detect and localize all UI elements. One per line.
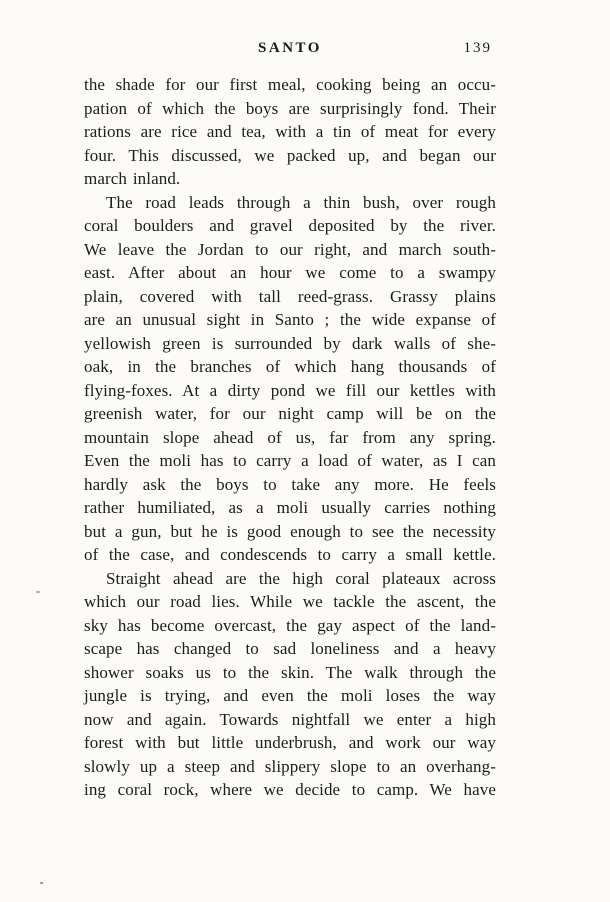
- text-line: pation of which the boys are surprisingly fond. Their: [84, 98, 496, 118]
- text-line: now and again. Towards nightfall we enter a high: [84, 709, 496, 729]
- text-line: but a gun, but he is good enough to see the necessity: [84, 521, 496, 541]
- text-line: hardly ask the boys to take any more. He feels: [84, 474, 496, 494]
- text-line: We leave the Jordan to our right, and march south-: [84, 239, 496, 259]
- text-line: march inland.: [84, 169, 181, 188]
- text-line: the shade for our first meal, cooking being an occu-: [84, 75, 496, 94]
- text-line: plain, covered with tall reed-grass. Grassy plains: [84, 286, 496, 306]
- text-line: are an unusual sight in Santo ; the wide expanse of: [84, 310, 496, 329]
- paragraph: [84, 73, 496, 191]
- text-line: of the case, and condescends to carry a small kettle.: [84, 545, 496, 564]
- text-line: rations are rice and tea, with a tin of meat for every: [84, 122, 496, 141]
- scan-artifact-dot: [40, 882, 43, 884]
- text-line: scape has changed to sad loneliness and a heavy: [84, 639, 496, 658]
- text-line: oak, in the branches of which hang thousands of: [84, 357, 496, 376]
- text-line: which our road lies. While we tackle the ascent, the: [84, 592, 496, 611]
- text-line: Straight ahead are the high coral plateaux across: [106, 568, 496, 588]
- text-line: The road leads through a thin bush, over rough: [106, 192, 496, 212]
- paragraph: [84, 191, 496, 567]
- text-line: greenish water, for our night camp will be on the: [84, 404, 496, 423]
- text-line: slowly up a steep and slippery slope to an overhang-: [84, 756, 496, 776]
- paragraph: [84, 567, 496, 802]
- body-text: [84, 73, 496, 802]
- text-line: four. This discussed, we packed up, and began our: [84, 145, 496, 165]
- text-line: mountain slope ahead of us, far from any spring.: [84, 427, 496, 447]
- text-line: shower soaks us to the skin. The walk through the: [84, 662, 496, 682]
- text-line: ing coral rock, where we decide to camp. We have: [84, 780, 496, 799]
- text-line: Even the moli has to carry a load of water, as I can: [84, 451, 496, 470]
- text-line: flying-foxes. At a dirty pond we fill our kettles with: [84, 380, 496, 400]
- text-line: east. After about an hour we come to a swampy: [84, 263, 496, 282]
- text-line: jungle is trying, and even the moli loses the way: [84, 686, 496, 705]
- text-line: forest with but little underbrush, and work our way: [84, 733, 496, 752]
- text-line: yellowish green is surrounded by dark walls of she-: [84, 333, 496, 353]
- running-head: [84, 40, 496, 60]
- page-title: SANTO: [258, 40, 322, 56]
- page-number: 139: [463, 40, 492, 56]
- text-line: coral boulders and gravel deposited by the river.: [84, 216, 496, 235]
- text-line: sky has become overcast, the gay aspect of the land-: [84, 615, 496, 635]
- scan-artifact-tick: [36, 591, 40, 593]
- text-line: rather humiliated, as a moli usually carries nothing: [84, 498, 496, 517]
